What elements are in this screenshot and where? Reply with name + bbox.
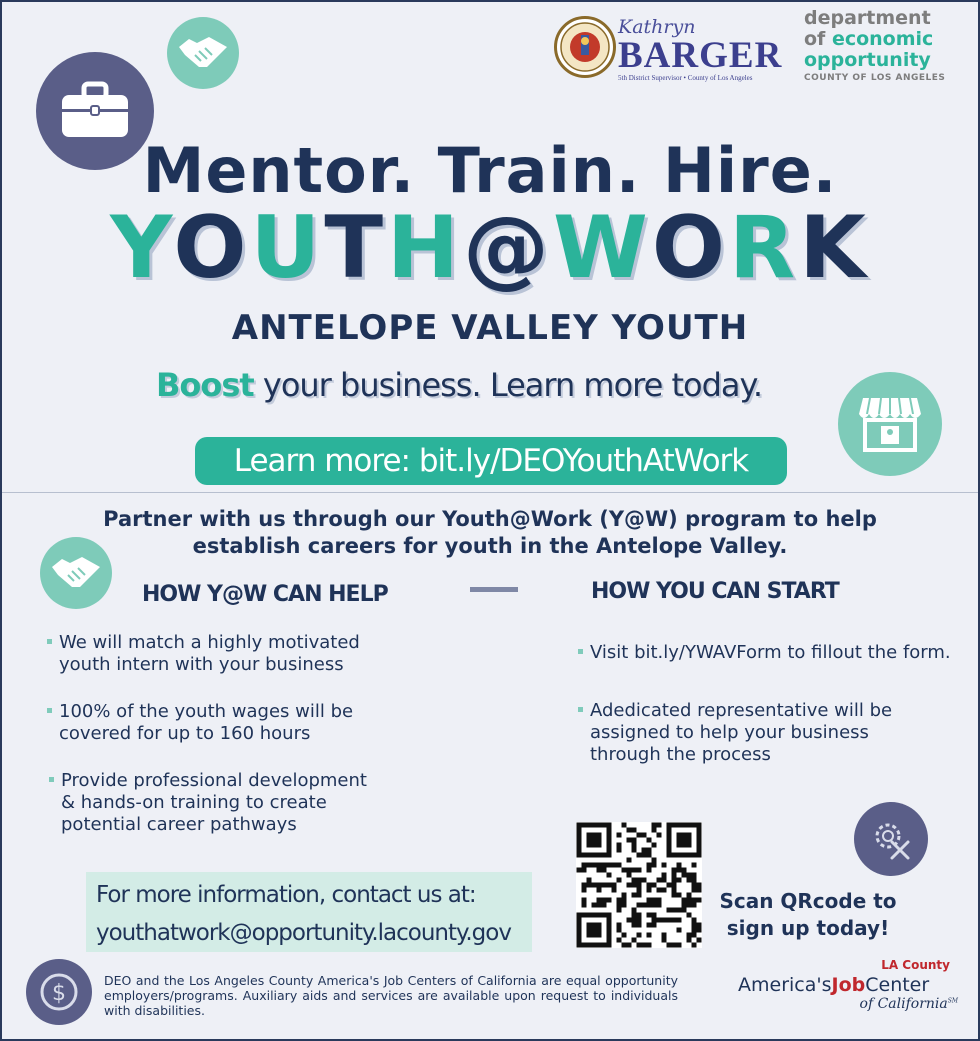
qr-code-icon[interactable] (576, 822, 702, 948)
boost-word: Boost (156, 366, 254, 404)
start-item-2-line2: assigned to help your business (590, 722, 869, 743)
handshake-icon (40, 537, 112, 609)
headline-letter: W (552, 198, 652, 298)
boost-tagline (156, 366, 762, 404)
deo-line2a: of (804, 28, 826, 50)
contact-email[interactable]: youthatwork@opportunity.lacounty.gov (96, 920, 511, 946)
deo-line3: opportunity (804, 49, 931, 71)
headline-youth-at-work (2, 198, 978, 298)
barger-last-name: BARGER (618, 35, 783, 76)
boost-rest: your business. Learn more today. (253, 366, 763, 404)
headline-letter: H (386, 198, 463, 298)
help-item-3-line2: & hands-on training to create (61, 792, 327, 813)
barger-logo (554, 14, 786, 82)
learn-more-link[interactable]: Learn more: bit.ly/DEOYouthAtWork (195, 437, 787, 485)
ajcc-job: Job (831, 974, 866, 996)
help-item-1-line2: youth intern with your business (59, 654, 344, 675)
scan-line2: sign up today! (726, 916, 890, 940)
ajcc-america: America's (738, 974, 832, 996)
handshake-icon (167, 17, 239, 89)
ajcc-center: Center (865, 974, 930, 996)
scan-line1: Scan QRcode to (719, 889, 897, 913)
headline-antelope-valley: ANTELOPE VALLEY YOUTH (231, 308, 749, 348)
headline-letter: R (728, 198, 800, 298)
ajcc-sm: SM (947, 997, 958, 1005)
headline-letter: O (173, 198, 251, 298)
bullet (47, 708, 52, 713)
help-item-2-line1: 100% of the youth wages will be (59, 701, 354, 722)
ajcc-la-county: LA County (881, 958, 950, 972)
eeo-disclaimer: DEO and the Los Angeles County America's Job Centers of California are equal opportunity employers/programs. Auxiliary aids and services are available upon request to individuals with disabilities. (104, 973, 678, 1018)
headline-letter: K (799, 198, 870, 298)
contact-line1: For more information, contact us at: (96, 882, 476, 908)
svg-text:$: $ (52, 981, 66, 1006)
help-item-2 (47, 701, 353, 745)
help-item-3-line3: potential career pathways (61, 814, 297, 835)
deo-line2b: economic (831, 28, 934, 50)
how-yaw-can-help-heading: HOW Y@W CAN HELP (142, 582, 388, 607)
dollar-icon (26, 959, 92, 1025)
heading-separator (470, 587, 518, 592)
deo-line4: COUNTY OF LOS ANGELES (804, 73, 946, 83)
contact-box (86, 872, 532, 952)
barger-subtitle: 5th District Supervisor • County of Los Angeles (618, 74, 753, 82)
bullet (47, 639, 52, 644)
start-item-2 (578, 700, 892, 766)
deo-logo (804, 8, 954, 85)
scan-qr-text (702, 888, 914, 942)
ajcc-logo (738, 958, 958, 1018)
partner-statement (2, 506, 978, 560)
start-item-2-line1: Adedicated representative will be (590, 700, 893, 721)
ajcc-of-california: of California (859, 996, 948, 1012)
headline-letter: Y (110, 198, 174, 298)
section-divider (2, 492, 978, 493)
deo-line1: department (804, 7, 931, 29)
help-item-1 (47, 632, 360, 676)
how-you-can-start-heading: HOW YOU CAN START (591, 579, 839, 604)
bullet (578, 649, 583, 654)
start-item-1-line1: Visit bit.ly/YWAVForm to fillout the form. (590, 642, 951, 663)
county-seal (554, 16, 616, 78)
bullet (49, 777, 54, 782)
barger-first-name: Kathryn (618, 16, 696, 38)
headline-letter: U (250, 198, 325, 298)
gear-tools-icon (854, 802, 928, 876)
help-item-3-line1: Provide professional development (61, 770, 367, 791)
help-item-3 (49, 770, 367, 836)
partner-line1: Partner with us through our Youth@Work (Y@W) program to help (103, 507, 877, 531)
headline-letter: @ (462, 198, 553, 298)
help-item-2-line2: covered for up to 160 hours (59, 723, 311, 744)
start-item-2-line3: through the process (590, 744, 771, 765)
headline-letter: O (651, 198, 729, 298)
flyer-page (2, 2, 978, 1039)
partner-line2: establish careers for youth in the Antelope Valley. (192, 534, 788, 558)
bullet (578, 707, 583, 712)
help-item-1-line1: We will match a highly motivated (59, 632, 360, 653)
start-item-1 (578, 642, 951, 664)
headline-mentor-train-hire: Mentor. Train. Hire. (142, 134, 838, 207)
headline-letter: T (324, 198, 387, 298)
storefront-icon (838, 372, 942, 476)
